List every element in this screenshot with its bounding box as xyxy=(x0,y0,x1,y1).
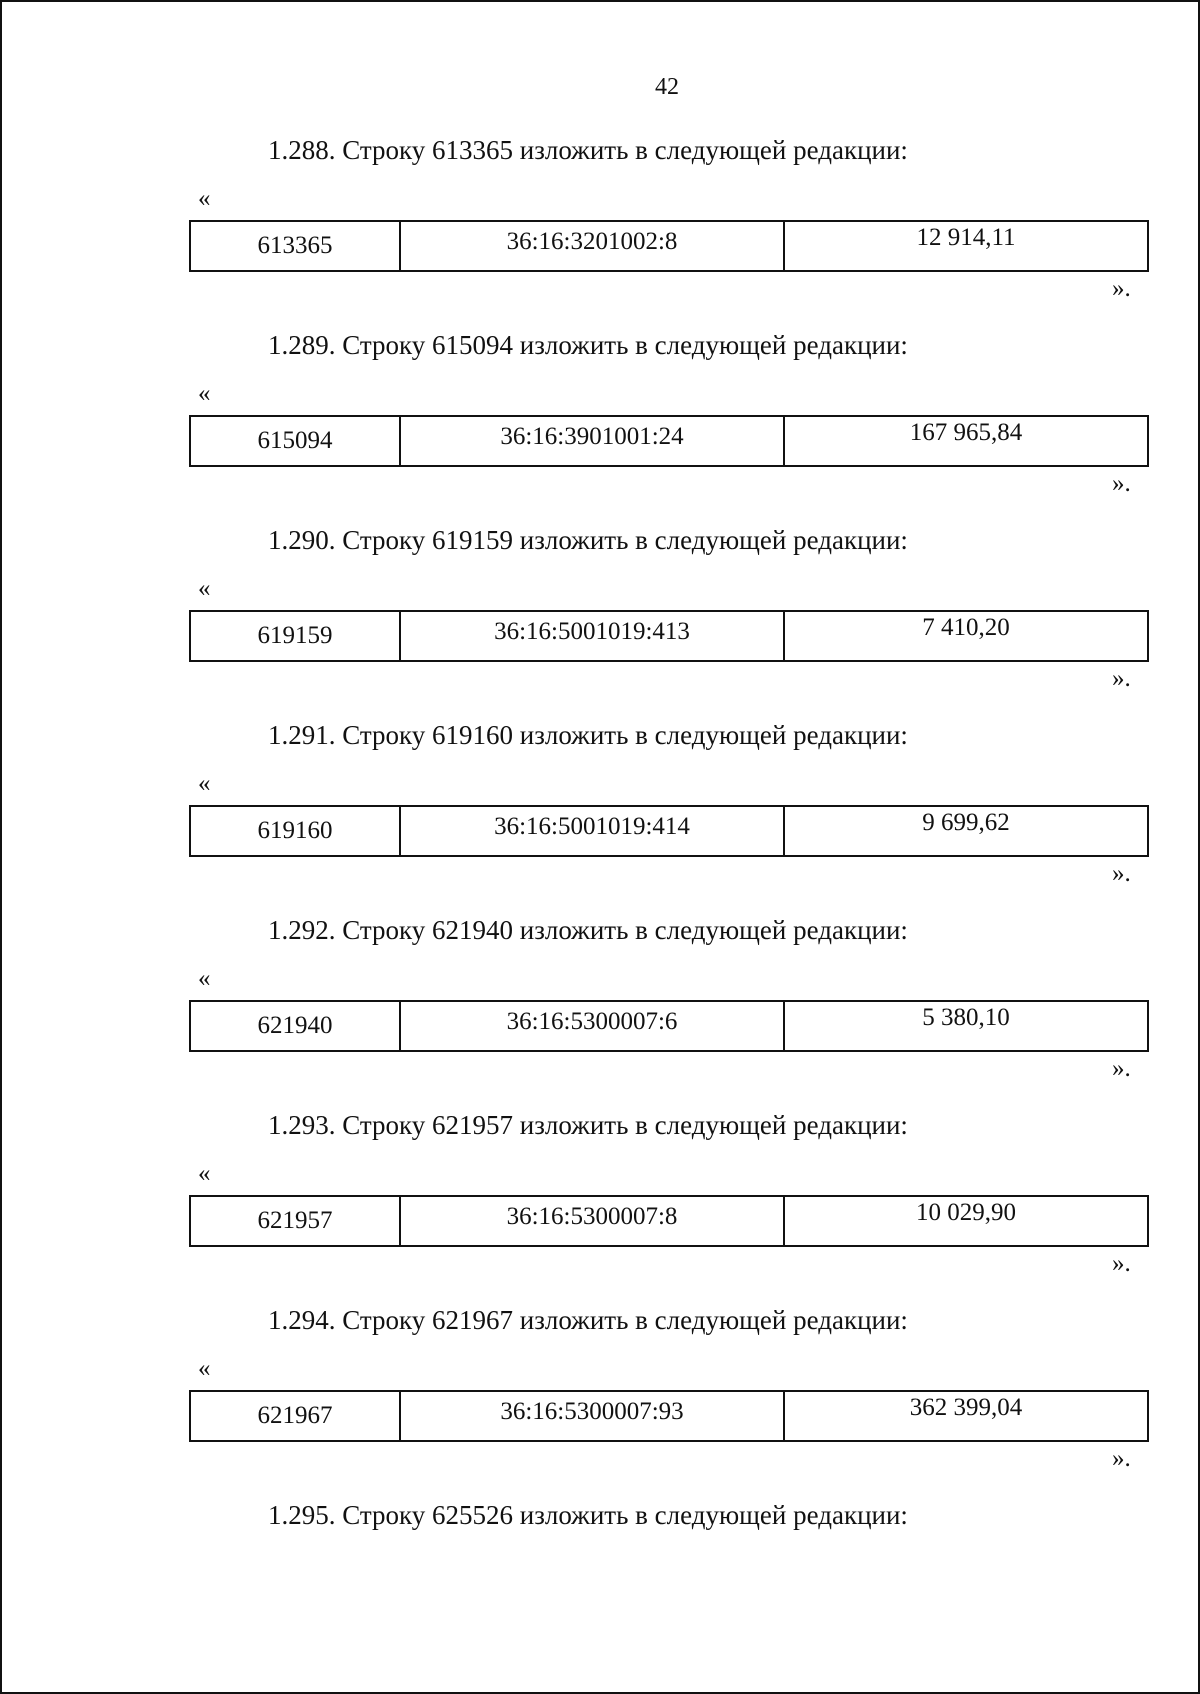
cadastral-number-cell: 36:16:5300007:93 xyxy=(401,1392,785,1440)
amendment-table-row xyxy=(189,1000,1149,1052)
open-quote: « xyxy=(198,1160,211,1187)
open-quote: « xyxy=(198,380,211,407)
row-number-cell: 621967 xyxy=(191,1392,401,1440)
value-cell: 12 914,11 xyxy=(916,224,1016,251)
close-quote: ». xyxy=(1112,1055,1131,1082)
amendment-section xyxy=(2,1110,1200,1300)
amendment-section xyxy=(2,720,1200,910)
amendment-section xyxy=(2,1305,1200,1495)
close-quote: ». xyxy=(1112,1250,1131,1277)
amendment-section xyxy=(2,1500,1200,1560)
row-number-cell: 615094 xyxy=(191,417,401,465)
amendment-table-row xyxy=(189,1195,1149,1247)
cadastral-number-cell: 36:16:3901001:24 xyxy=(401,417,785,465)
page-number: 42 xyxy=(655,74,679,100)
amendment-table-row xyxy=(189,1390,1149,1442)
open-quote: « xyxy=(198,770,211,797)
open-quote: « xyxy=(198,575,211,602)
amendment-heading: 1.289. Строку 615094 изложить в следующей редакции: xyxy=(268,330,908,360)
row-number-cell: 619159 xyxy=(191,612,401,660)
row-number-cell: 619160 xyxy=(191,807,401,855)
open-quote: « xyxy=(198,185,211,212)
amendment-heading: 1.295. Строку 625526 изложить в следующей редакции: xyxy=(268,1500,908,1530)
row-number-cell: 621957 xyxy=(191,1197,401,1245)
amendment-section xyxy=(2,915,1200,1105)
amendment-table-row xyxy=(189,610,1149,662)
value-cell: 9 699,62 xyxy=(922,809,1010,836)
amendment-table-row xyxy=(189,220,1149,272)
cadastral-number-cell: 36:16:5300007:6 xyxy=(401,1002,785,1050)
amendment-table-row xyxy=(189,415,1149,467)
amendment-heading: 1.291. Строку 619160 изложить в следующей редакции: xyxy=(268,720,908,750)
open-quote: « xyxy=(198,965,211,992)
amendment-section xyxy=(2,525,1200,715)
amendment-heading: 1.290. Строку 619159 изложить в следующей редакции: xyxy=(268,525,908,555)
amendment-section xyxy=(2,330,1200,520)
close-quote: ». xyxy=(1112,470,1131,497)
amendment-table-row xyxy=(189,805,1149,857)
cadastral-number-cell: 36:16:5001019:414 xyxy=(401,807,785,855)
amendment-heading: 1.294. Строку 621967 изложить в следующей редакции: xyxy=(268,1305,908,1335)
amendment-heading: 1.292. Строку 621940 изложить в следующей редакции: xyxy=(268,915,908,945)
close-quote: ». xyxy=(1112,860,1131,887)
value-cell: 362 399,04 xyxy=(909,1394,1023,1421)
value-cell: 5 380,10 xyxy=(922,1004,1010,1031)
cadastral-number-cell: 36:16:3201002:8 xyxy=(401,222,785,270)
row-number-cell: 621940 xyxy=(191,1002,401,1050)
close-quote: ». xyxy=(1112,1445,1131,1472)
amendment-heading: 1.293. Строку 621957 изложить в следующей редакции: xyxy=(268,1110,908,1140)
cadastral-number-cell: 36:16:5300007:8 xyxy=(401,1197,785,1245)
value-cell: 7 410,20 xyxy=(922,614,1010,641)
value-cell: 10 029,90 xyxy=(916,1199,1016,1226)
row-number-cell: 613365 xyxy=(191,222,401,270)
close-quote: ». xyxy=(1112,665,1131,692)
amendment-heading: 1.288. Строку 613365 изложить в следующей редакции: xyxy=(268,135,908,165)
close-quote: ». xyxy=(1112,275,1131,302)
value-cell: 167 965,84 xyxy=(909,419,1023,446)
open-quote: « xyxy=(198,1355,211,1382)
cadastral-number-cell: 36:16:5001019:413 xyxy=(401,612,785,660)
amendment-section xyxy=(2,135,1200,325)
